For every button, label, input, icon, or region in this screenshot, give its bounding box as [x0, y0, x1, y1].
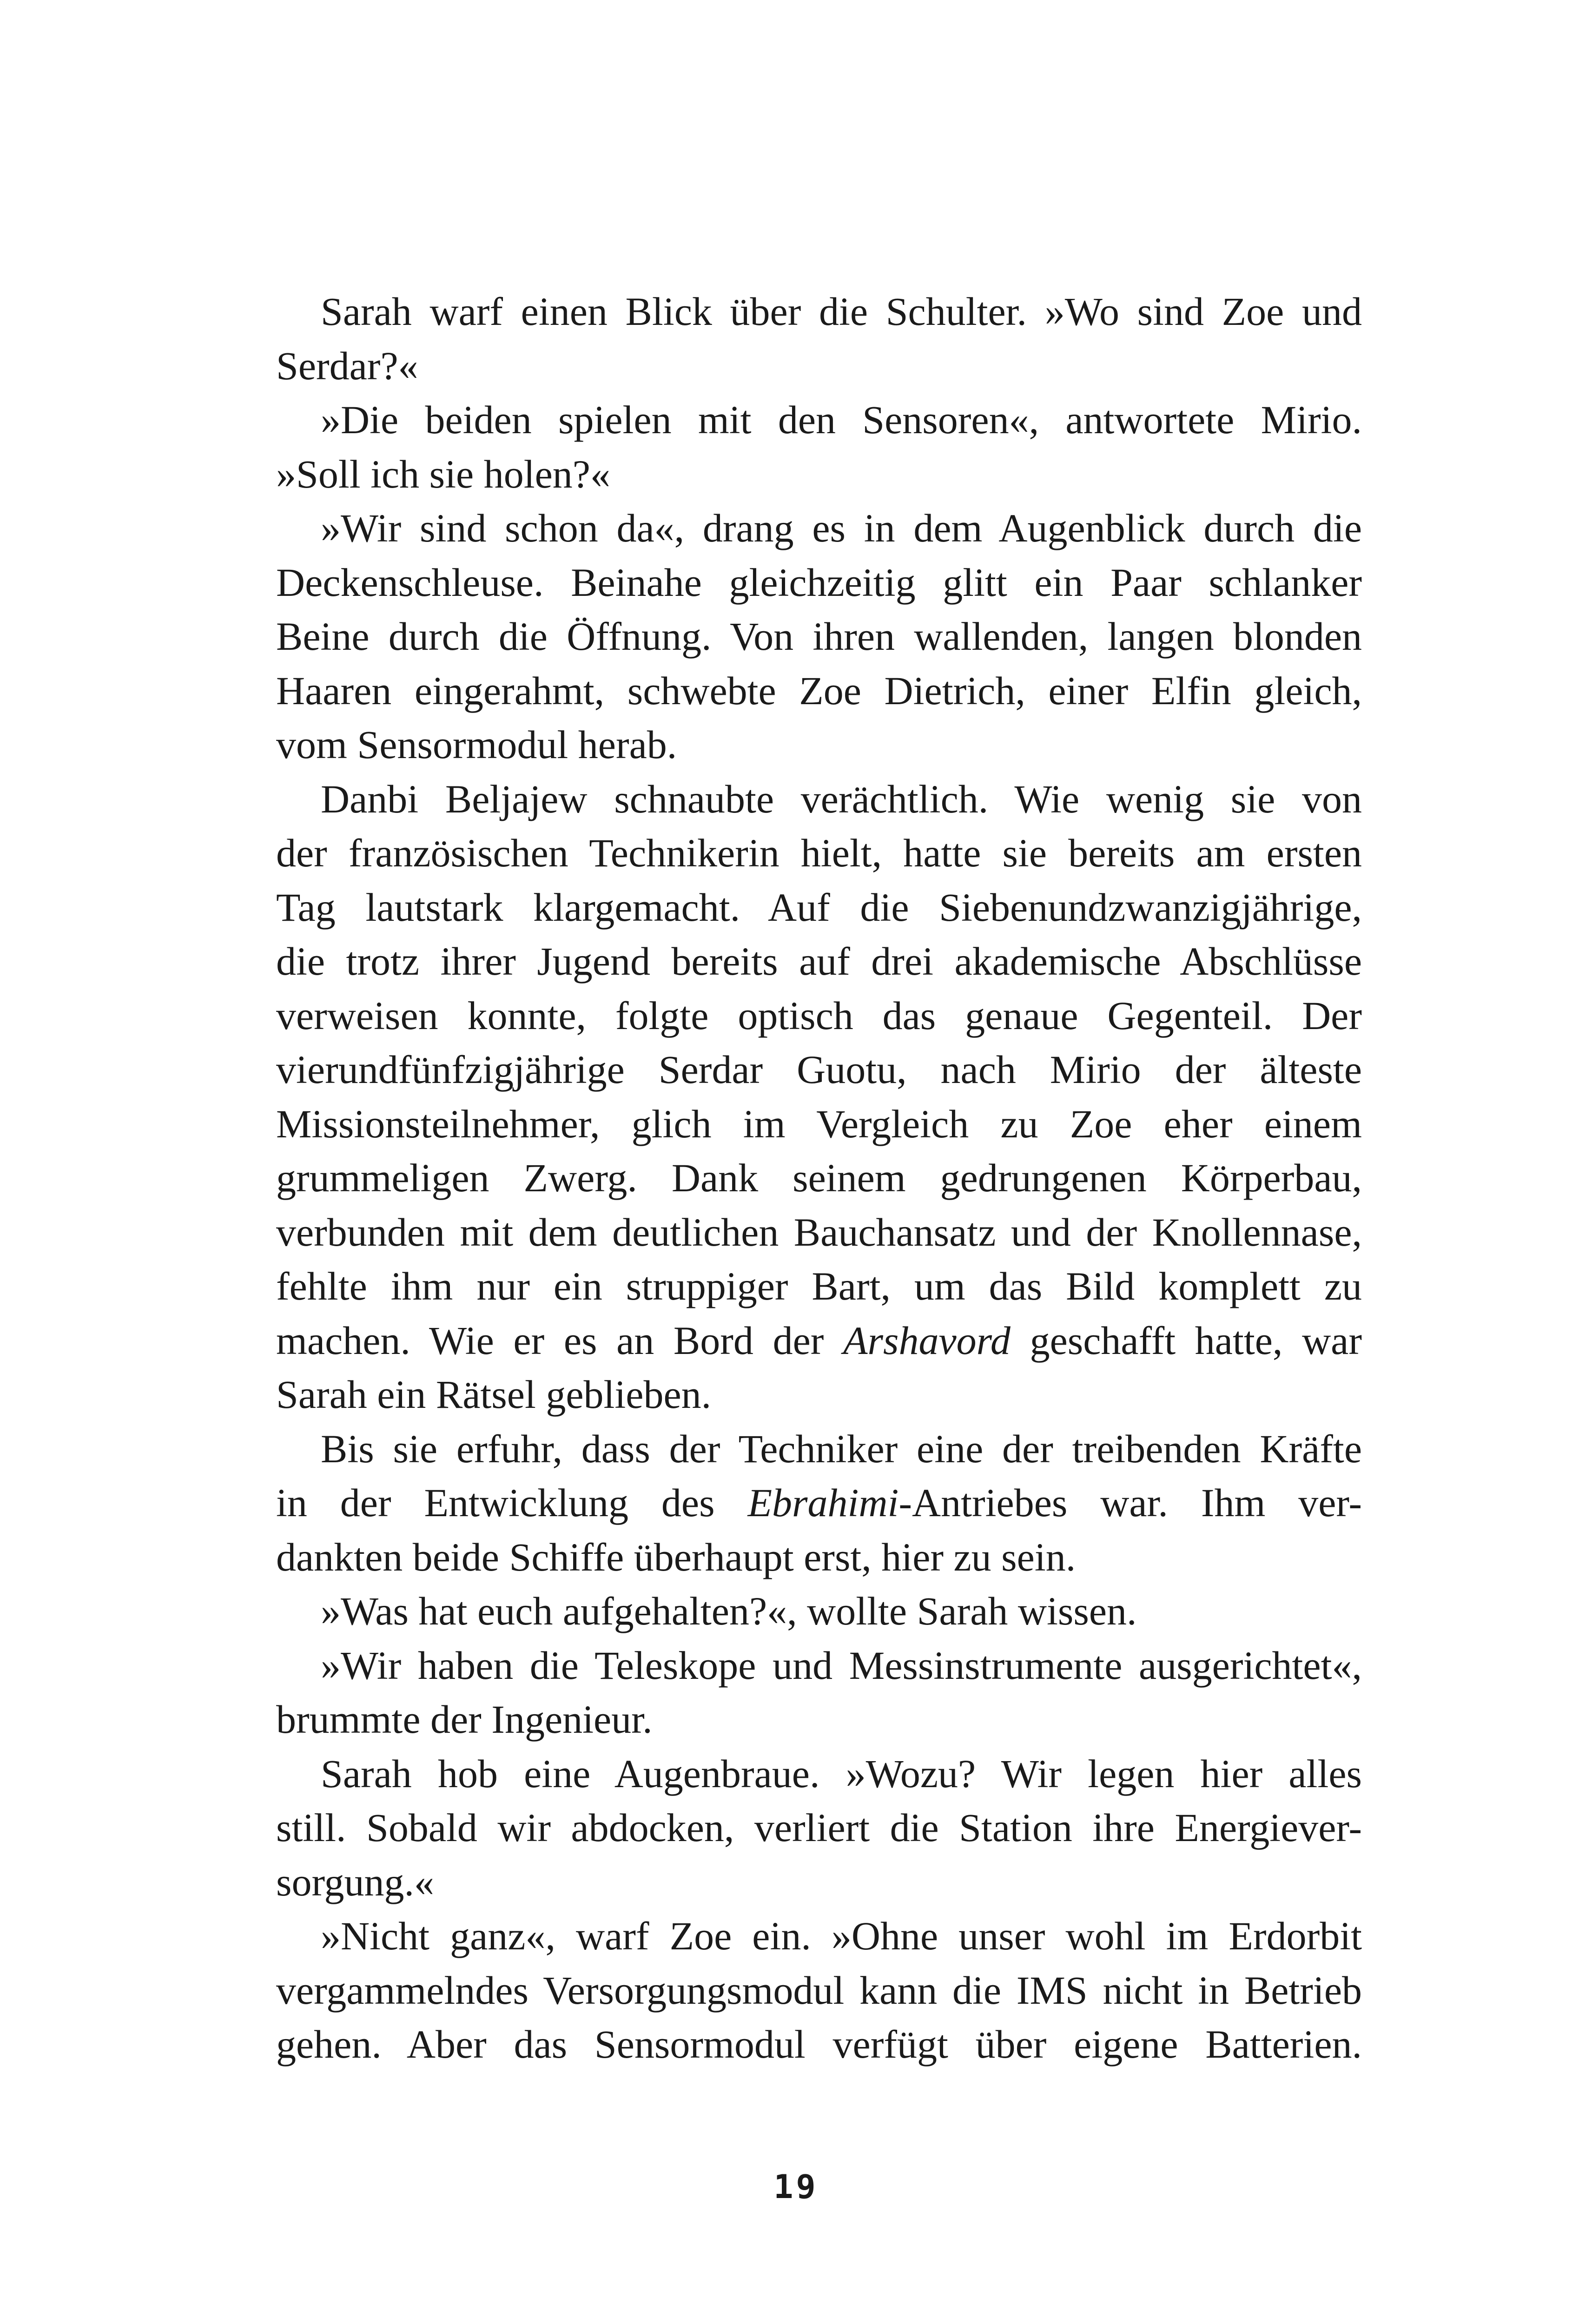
page-number: 19 [773, 2168, 819, 2206]
text-line: grummeligen Zwerg. Dank seinem gedrungenen Körperbau, [276, 1155, 1362, 1200]
text-line: dankten beide Schiffe überhaupt erst, hier zu sein. [276, 1534, 1076, 1579]
text-line: vierundfünfzigjährige Serdar Guotu, nach Mirio der älteste [276, 1047, 1362, 1092]
text-line: sorgung.« [276, 1859, 435, 1904]
text-line: verweisen konnte, folgte optisch das genaue Gegenteil. Der [276, 993, 1362, 1038]
text-line: der französischen Technikerin hielt, hatte sie bereits am ersten [276, 831, 1362, 875]
text-line: vom Sensormodul herab. [276, 722, 677, 767]
body-text [276, 284, 1362, 2072]
text-segment: geschafft hatte, war [1010, 1318, 1362, 1363]
ship-name-italic: Arshavord [843, 1318, 1011, 1363]
text-line: vergammelndes Versorgungsmodul kann die IMS nicht in Betrieb [276, 1967, 1362, 2013]
text-line: Deckenschleuse. Beinahe gleichzeitig glitt ein Paar schlanker [276, 560, 1362, 605]
text-line: Beine durch die Öffnung. Von ihren wallenden, langen blonden [276, 614, 1362, 659]
text-line: Bis sie erfuhr, dass der Techniker eine der treibenden Kräfte [321, 1426, 1362, 1471]
text-line: Sarah warf einen Blick über die Schulter. »Wo sind Zoe und [321, 289, 1362, 334]
text-line: fehlte ihm nur ein struppiger Bart, um das Bild komplett zu [276, 1264, 1362, 1308]
text-line: »Soll ich sie holen?« [276, 451, 610, 496]
text-line: verbunden mit dem deutlichen Bauchansatz und der Knollennase, [276, 1209, 1362, 1254]
text-line: Sarah ein Rätsel geblieben. [276, 1372, 712, 1417]
text-line: gehen. Aber das Sensormodul verfügt über eigene Batterien. [276, 2022, 1362, 2067]
text-line: still. Sobald wir abdocken, verliert die Station ihre Energiever- [276, 1805, 1362, 1850]
text-line: brummte der Ingenieur. [276, 1697, 653, 1742]
text-line: Danbi Beljajew schnaubte verächtlich. Wie wenig sie von [321, 776, 1362, 821]
text-segment: machen. Wie er es an Bord der [276, 1318, 844, 1363]
text-line: die trotz ihrer Jugend bereits auf drei akademische Abschlüsse [276, 939, 1362, 984]
text-line: »Nicht ganz«, warf Zoe ein. »Ohne unser wohl im Erdorbit [321, 1914, 1362, 1958]
text-line: »Wir sind schon da«, drang es in dem Augenblick durch die [321, 506, 1362, 550]
text-line: »Wir haben die Teleskope und Messinstrumente ausgerichtet«, [321, 1643, 1362, 1688]
text-segment: -Antriebes war. Ihm ver- [898, 1480, 1362, 1525]
text-line: Missionsteilnehmer, glich im Vergleich zu Zoe eher einem [276, 1101, 1362, 1146]
drive-name-italic: Ebrahimi [747, 1480, 899, 1525]
text-line: Sarah hob eine Augenbraue. »Wozu? Wir legen hier alles [321, 1751, 1362, 1796]
text-segment: in der Entwicklung des [276, 1480, 748, 1525]
text-line: Tag lautstark klargemacht. Auf die Siebenundzwanzigjährige, [276, 885, 1362, 930]
text-line-with-italic [276, 1476, 1362, 1530]
text-line: Haaren eingerahmt, schwebte Zoe Dietrich, einer Elfin gleich, [276, 668, 1362, 713]
text-line: »Was hat euch aufgehalten?«, wollte Sarah wissen. [321, 1589, 1137, 1633]
text-line-with-italic [276, 1314, 1362, 1368]
text-line: »Die beiden spielen mit den Sensoren«, antwortete Mirio. [321, 397, 1362, 442]
text-line: Serdar?« [276, 343, 418, 388]
